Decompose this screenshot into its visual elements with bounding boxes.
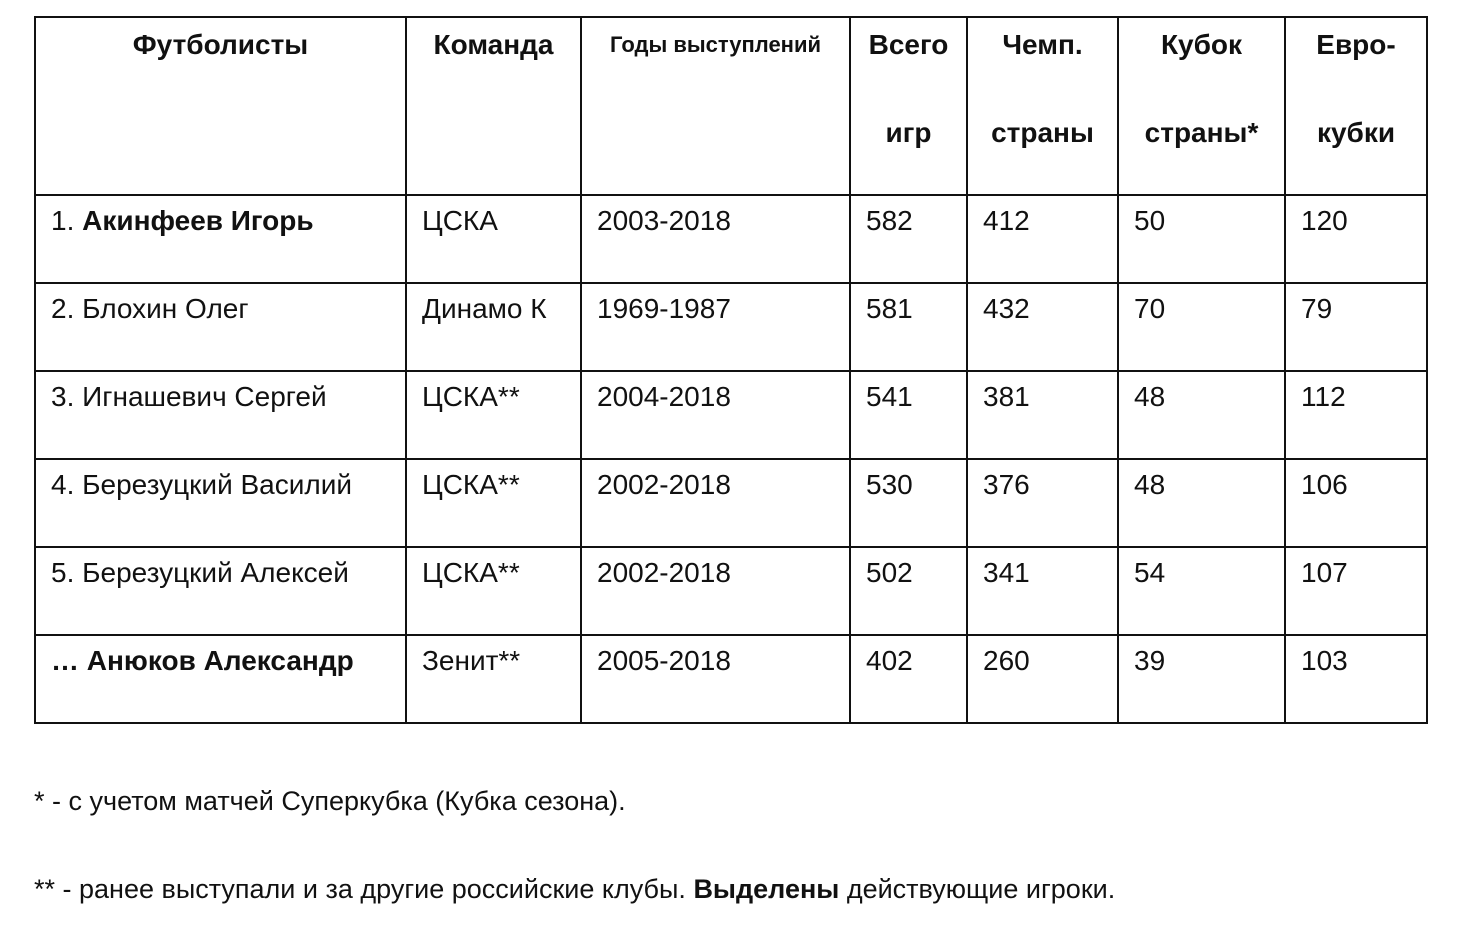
footnote-other-clubs-start: ** - ранее выступали и за другие российские клубы. [34,874,694,904]
player-rank: 2. [51,293,75,324]
player-name: Блохин Олег [82,293,249,324]
player-cell [35,635,406,723]
team-cell: ЦСКА** [406,459,581,547]
league-cell: 260 [967,635,1118,723]
header-players-label: Футболисты [132,29,309,60]
footnote-other-clubs-end: действующие игроки. [839,874,1116,904]
league-cell: 381 [967,371,1118,459]
years-cell: 2005-2018 [581,635,850,723]
player-name: Анюков Александр [86,645,354,676]
euro-cell: 112 [1285,371,1427,459]
total-cell: 502 [850,547,967,635]
table-row [35,371,1427,459]
total-cell: 530 [850,459,967,547]
years-cell: 2004-2018 [581,371,850,459]
team-cell: Зенит** [406,635,581,723]
cup-cell: 54 [1118,547,1285,635]
team-cell: Динамо К [406,283,581,371]
cup-cell: 48 [1118,459,1285,547]
player-cell [35,547,406,635]
cup-cell: 50 [1118,195,1285,283]
table-row [35,459,1427,547]
footnote-supercup: * - с учетом матчей Суперкубка (Кубка сезона). [34,786,626,816]
cup-cell: 70 [1118,283,1285,371]
table-row [35,195,1427,283]
header-years [581,17,850,195]
team-cell: ЦСКА** [406,371,581,459]
team-cell: ЦСКА [406,195,581,283]
league-cell: 376 [967,459,1118,547]
player-cell [35,371,406,459]
player-cell [35,459,406,547]
header-euro-line1: Евро- [1316,29,1396,60]
header-total-games [850,17,967,195]
header-team [406,17,581,195]
league-cell: 432 [967,283,1118,371]
player-name: Березуцкий Алексей [82,557,349,588]
player-rank: 5. [51,557,75,588]
table-body [35,195,1427,723]
player-rank: 3. [51,381,75,412]
header-row [35,17,1427,195]
header-league [967,17,1118,195]
player-name: Березуцкий Василий [82,469,352,500]
player-rank: … [51,645,79,676]
header-cup-line1: Кубок [1160,29,1243,60]
footnote-other-clubs [34,872,1115,906]
league-cell: 341 [967,547,1118,635]
player-name: Игнашевич Сергей [82,381,327,412]
header-eurocups [1285,17,1427,195]
header-league-line1: Чемп. [1002,29,1083,60]
euro-cell: 103 [1285,635,1427,723]
years-cell: 2002-2018 [581,459,850,547]
team-cell: ЦСКА** [406,547,581,635]
header-cup [1118,17,1285,195]
table-row [35,635,1427,723]
header-players [35,17,406,195]
euro-cell: 120 [1285,195,1427,283]
player-rank: 4. [51,469,75,500]
header-total-line1: Всего [868,29,949,60]
total-cell: 582 [850,195,967,283]
years-cell: 1969-1987 [581,283,850,371]
header-team-label: Команда [433,29,554,60]
cup-cell: 48 [1118,371,1285,459]
total-cell: 402 [850,635,967,723]
header-cup-line2: страны* [1144,117,1259,148]
years-cell: 2002-2018 [581,547,850,635]
league-cell: 412 [967,195,1118,283]
header-league-line2: страны [991,117,1094,148]
player-cell [35,283,406,371]
header-years-label: Годы выступлений [609,32,822,57]
total-cell: 541 [850,371,967,459]
cup-cell: 39 [1118,635,1285,723]
table-header [35,17,1427,195]
total-cell: 581 [850,283,967,371]
table-row [35,547,1427,635]
table-row [35,283,1427,371]
euro-cell: 106 [1285,459,1427,547]
years-cell: 2003-2018 [581,195,850,283]
player-cell [35,195,406,283]
header-euro-line2: кубки [1316,117,1396,148]
player-rank: 1. [51,205,75,236]
players-stats-table [34,16,1428,724]
euro-cell: 107 [1285,547,1427,635]
footnote-highlight-word: Выделены [693,874,840,904]
euro-cell: 79 [1285,283,1427,371]
header-total-line2: игр [885,117,932,148]
player-name: Акинфеев Игорь [82,205,314,236]
